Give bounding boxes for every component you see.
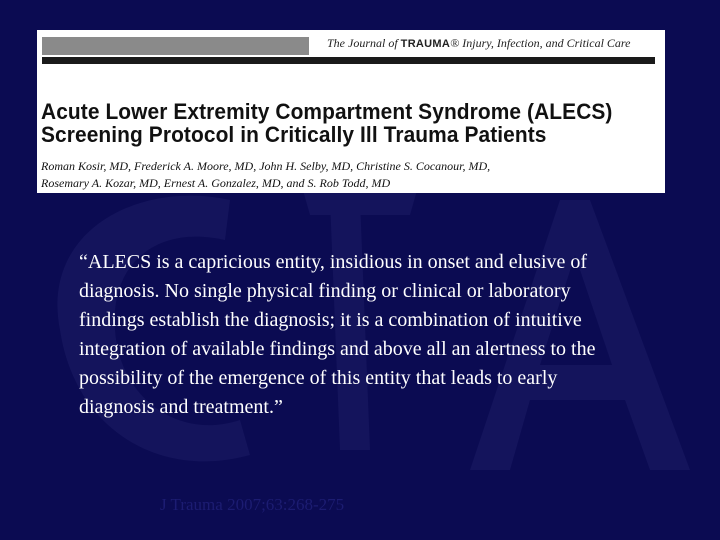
journal-brand: TRAUMA bbox=[400, 38, 451, 50]
journal-prefix: The Journal of bbox=[327, 36, 398, 50]
article-header-image bbox=[37, 30, 665, 193]
citation: J Trauma 2007;63:268-275 bbox=[160, 495, 345, 514]
journal-name bbox=[327, 36, 663, 51]
article-title-line-2: Screening Protocol in Critically Ill Trauma Patients bbox=[41, 122, 547, 147]
journal-suffix: ® Injury, Infection, and Critical Care bbox=[450, 36, 631, 50]
quote-text: “ALECS is a capricious entity, insidious in onset and elusive of diagnosis. No single physical finding or clinical or laboratory findings establish the diagnosis; it is a combination of intuitive integration of available findings and above all an alertness to the possibility of the emergence of this entity that leads to early diagnosis and treatment.” bbox=[79, 251, 596, 418]
authors-line-2: Rosemary A. Kozar, MD, Ernest A. Gonzalez, MD, and S. Rob Todd, MD bbox=[41, 176, 391, 190]
authors-line-1: Roman Kosir, MD, Frederick A. Moore, MD, John H. Selby, MD, Christine S. Cocanour, MD, bbox=[41, 159, 491, 173]
article-title bbox=[41, 100, 625, 146]
article-authors bbox=[41, 158, 656, 192]
header-gray-bar bbox=[42, 37, 309, 55]
header-rule bbox=[42, 57, 655, 64]
article-title-line-1: Acute Lower Extremity Compartment Syndrome (ALECS) bbox=[41, 99, 613, 124]
